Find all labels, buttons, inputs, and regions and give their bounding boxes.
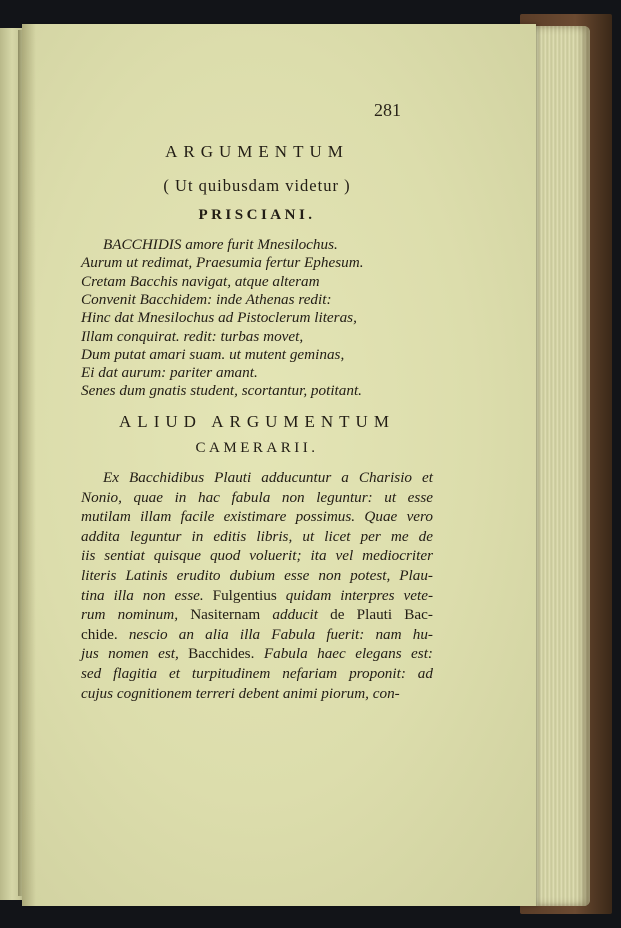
prose-segment: nescio an alia illa Fabula fuerit: nam hu- — [117, 625, 433, 643]
prose-line — [81, 644, 433, 663]
verse-line: Aurum ut redimat, Praesumia fertur Ephesum. — [81, 254, 364, 272]
heading-author-prisciani: PRISCIANI. — [198, 207, 316, 223]
prose-segment: Fulgentius — [203, 586, 277, 604]
page-gutter-shadow — [22, 24, 36, 906]
verse-line: BACCHIDIS amore furit Mnesilochus. — [103, 236, 338, 253]
page-stack-edge — [528, 26, 590, 906]
verse-line: Illam conquirat. redit: turbas movet, — [81, 327, 304, 345]
prose-line — [81, 468, 433, 487]
prose-segment: rum nominum, — [81, 606, 178, 624]
prose-segment: jus nomen est, — [81, 645, 179, 663]
prose-segment: tina illa non esse. — [81, 586, 204, 604]
prose-segment: de Plauti Bac- — [317, 606, 433, 624]
heading-author-camerarii: CAMERARII. — [195, 440, 319, 456]
verse-line: Dum putat amari suam. ut mutent geminas, — [81, 345, 345, 363]
prose-segment: sed flagitia et turpitudinem nefariam proponit: ad — [81, 665, 433, 682]
verse-line: Cretam Bacchis navigat, atque alteram — [81, 272, 320, 290]
prose-segment: quidam interpres vete- — [276, 586, 433, 604]
prose-line — [81, 546, 433, 565]
prose-line — [81, 566, 433, 585]
prose-segment: Nasiternam — [178, 606, 261, 624]
prose-line — [81, 664, 433, 683]
heading-argumentum: ARGUMENTUM — [165, 142, 349, 161]
verse-line: Ei dat aurum: pariter amant. — [81, 364, 258, 382]
prose-segment: literis Latinis erudito dubium esse non potest, Plau- — [81, 567, 433, 584]
prose-segment: Ex Bacchidibus Plauti adducuntur a Charisio et — [103, 469, 433, 486]
prose-line — [81, 605, 433, 624]
prose-segment: mutilam illam facile existimare possimus. Quae vero — [81, 508, 433, 526]
prose-segment: cujus cognitionem terreri debent animi piorum, con- — [81, 684, 400, 702]
book-page — [22, 24, 536, 906]
prose-segment: chide. — [81, 625, 118, 643]
prose-line — [81, 684, 433, 703]
prose-segment: addita leguntur in editis libris, ut licet per me de — [81, 527, 433, 545]
prose-segment: adducit — [260, 606, 318, 624]
prose-line — [81, 488, 433, 507]
prose-segment: Nonio, quae in hac fabula non leguntur: ut esse — [81, 488, 433, 506]
verse-line: Senes dum gnatis student, scortantur, potitant. — [81, 382, 362, 400]
prose-segment: Fabula haec elegans est: — [254, 645, 433, 663]
verse-line: Convenit Bacchidem: inde Athenas redit: — [81, 290, 332, 308]
prose-segment: iis sentiat quisque quod voluerit; ita vel mediocriter — [81, 547, 433, 565]
verse-line: Hinc dat Mnesilochus ad Pistoclerum literas, — [81, 309, 357, 327]
prose-line — [81, 586, 433, 605]
heading-subtitle: ( Ut quibusdam videtur ) — [163, 176, 351, 195]
prose-line — [81, 625, 433, 644]
prose-segment: Bacchides. — [178, 645, 255, 663]
prose-line — [81, 527, 433, 546]
page-number: 281 — [374, 100, 401, 120]
heading-aliud-argumentum: ALIUD ARGUMENTUM — [119, 412, 395, 431]
prose-line — [81, 507, 433, 526]
